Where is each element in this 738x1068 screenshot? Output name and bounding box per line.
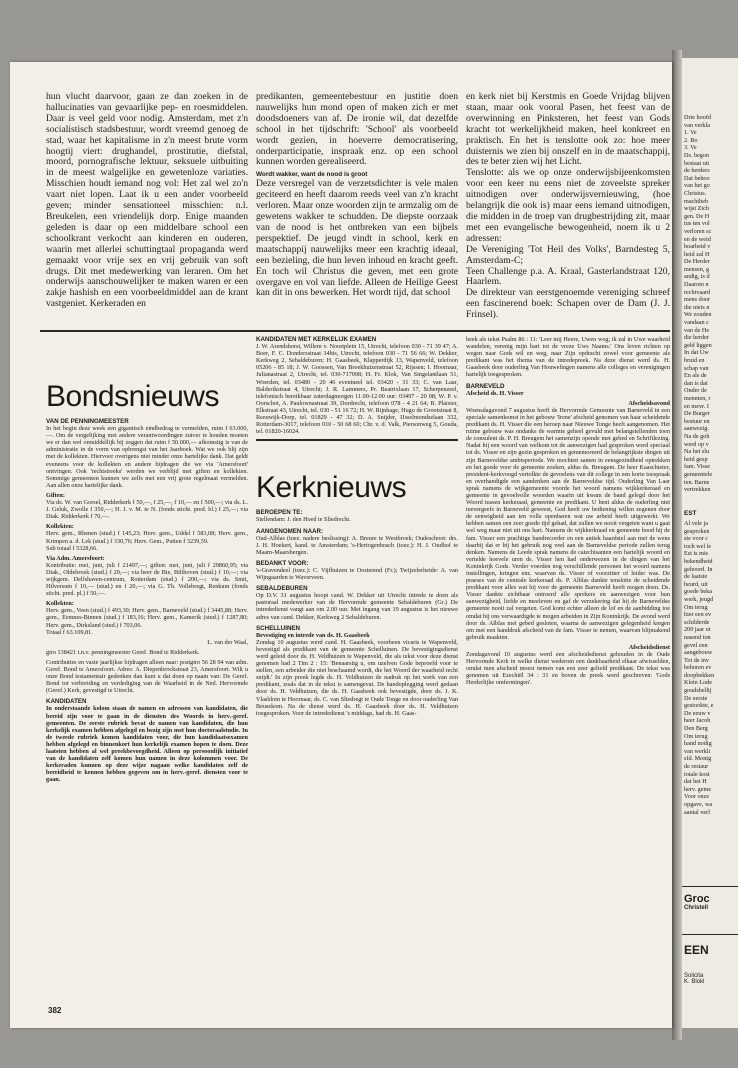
next-page-line: gemeentele [684, 470, 713, 478]
paragraph: 's-Gravendeel (toez.): C. Vijfhuizen te Oosterend (Fr.); Twijzelerheide: A. van Wijngaarden te Waverveen. [256, 566, 458, 582]
next-page-line: mennten, r [684, 394, 711, 402]
paragraph: Woensdagavond 7 augustus heeft de Hervormde Gemeente van Barneveld in een speciale samenkomst in het gebouw 'Irene' afscheid genomen van haar scheidende predikant ds. H. Visser die een beroep naar Nieuwe Tonge heeft aangenomen. Het ruime gebouw was ondanks de warmte geheel gevuld met belangstellenden toen de consulent ds. P. H. Breugem het samenzijn opende met gebed en Schriftlezing. Nadat hij een woord van welkom tot de aanwezigen had gesproken werd speciaal tot ds. Visser en zijn gezin gesproken en gememoreerd de belangrijkste dingen uit zijn Barneveldse ambtsperiode. We mochten samen in eensgezindheid optrekken en het goede voor de gemeente zoeken, aldus ds. Breugem. De heer Kaaschieter, president-kerkvoogd vertolkte de gevoelens van dit college in een korte toespraak en overhandigde een aandenken aan de Barneveldse tijd. Ouderling Van Laar sprak namens de wijkgemeente voorde het woord namens wijkkerkeraad en gemeente in gevoelvolle woorden waarin uit kwam de band gelegd door het Woord tussen kerkeraad, gemeente en predikant. U bent aldus de ouderling niet teevergeefs in Barneveld geweest, God heeft uw bediening willen zegenen door de eenwigheid aan ten volle openbaren wat uw arbeid heeft uitgewerkt. We hebben samen een zeer goede tijd gehad, dat zullen we nooit vergeten want u gaat wel weg maar niet uit ons hart. Namens de wijkkerkraad en gemeente bood hij de fam. Visser een prachtige bandrecorder en een antiek haardstel aan met de wens daarbij dat er bij het gebruik nog veel aan de Barneveldse periode zullen terug denken. Namens de Leede sprak namens de catechisanten een hartelijk woord en vertelde hoevele uren ds. Visser hen had onderwezen in de dingen van het Koninkrijk Gods. Verder voerden nog verschillende personen het woord namens instellingen, kringen enz. waarvan ds. Visser of voorzitter of leider was. De praeses van de centrale kerkeraad ds. P. Alblas dankte tenslotte de scheidende predikant voor alles wat hij voor de gemeente Barneveld heeft mogen doen. Ds. Visser dankte zichtbaar ontroerd alle sprekers en aanwezigen voor hun aanwezigheid, liefde en meeleven en gaf de verzekering dat hij de Barneveldse gemeente nooit zal vergeten. God komt echter alleen de lof en de aanbidding toe omdat hij ons verwaardigde te mogen arbeiden in Zijn Koninkrijk. De avond werd door ds. Alblas met gebed gesloten, waarna de aanwezigen gelegenheid kregen om met een handdruk afscheid van de fam. Visser te nemen, waarvan blijmakend gebruik maakten. [466, 406, 670, 641]
candidate-list: J. W. Arendshorst, Willem v. Noortplein 15, Utrecht, telefoon 030 - 71 39 47; A. Boer, F. C. Dondersstraat 34bis, Utrecht, telefoon 030 - 71 56 66; W. Dekker, Kerkweg 2, Sebaldeburen; H. Gaasbeek, Klapperdijk 13, Wapenveld, telefoon 05206 - 85 18; J. W. Goossen, Van Broekhuizenstraat 52, Rijssen; I. Hoornaar, Julianastraat 2, Utrecht, tel. 030-717098; H. Fr. Klok, Van Singelantlaan 51, Woerden, tel. 03480 - 20 46 eventueel tel. 03420 - 31 33; C. van Laar, Balderikstraat 4, Utrecht; J. R. Lammers, Pr. Beatrixlaan 17, Scherpenzeel, telefonisch bereikbaar zaterdagmorgen 11.00-12.00 uur: 03497 - 20 08; W. P. v. Oorschot, A. Paulownastraat 39, Dordrecht, telefoon 078 - 4 21 64; B. Plaisier, Elkstraat 43, Utrecht, tel. 030 - 51 16 72; H. W. Rijnhage, Hugo de Grootstraat 8, Reeuwijk-Dorp, tel. 01829 - 47 32; D. A. Snijder, IJsselmondselaan 332, Rotterdam-3017, telefoon 010 - 50 68 60; Chr. v. d. Valk, Piersonweg 5, Gouda, tel. 01820-16024. [256, 343, 458, 436]
next-page-line: sfd. Montg [684, 755, 712, 763]
subheading: Bevestiging en intrede van ds. H. Gaasbeek [256, 631, 370, 639]
next-page-line: herv. geme [684, 785, 712, 793]
next-page-strip [682, 58, 738, 1028]
next-page-line: gesproken [684, 527, 710, 535]
section-heading: BARNEVELD [466, 382, 505, 390]
next-page-line: gestookte, e [684, 702, 714, 710]
section-heading: VAN DE PENNINGMEESTER [46, 418, 129, 425]
next-page-line: 1. Ve [684, 129, 697, 137]
next-page-line: goudsbellij [684, 687, 712, 695]
advert-title: Groc [684, 893, 710, 905]
next-page-line: bestuur en [684, 417, 710, 425]
next-page-line: Christus. [684, 189, 707, 197]
subheading: Wordt wakker, want de nood is groot [256, 171, 368, 179]
next-page-line: wijst Zich [684, 205, 709, 213]
section-heading: BEDANKT VOOR: [256, 559, 309, 567]
advert-line: K. Blokl [684, 979, 705, 985]
top-column-3 [466, 92, 670, 324]
next-page-line: We zouden [684, 311, 712, 319]
next-page-line: heer Jacob [684, 717, 711, 725]
next-page-line: heid zal H [684, 250, 710, 258]
next-page-line: de laatste [684, 573, 708, 581]
section-heading: Kollekten: [46, 523, 74, 531]
next-page-line: Na het slu [684, 448, 710, 456]
bondsnieuws-title: Bondsnieuws [46, 380, 219, 413]
next-page-line: In dat Uw [684, 349, 709, 357]
section-heading: KANDIDATEN [46, 698, 87, 706]
section-heading: Giften: [46, 491, 65, 499]
next-page-line: van verkla [684, 121, 710, 129]
section-rule [256, 439, 458, 441]
next-page-line: aantal verl [684, 808, 710, 816]
section-rule [40, 330, 670, 332]
next-page-line: totale kost [684, 770, 710, 778]
top-column-2 [256, 92, 458, 324]
next-page-line: hier een ev [684, 611, 712, 619]
section-heading: KANDIDATEN MET KERKELIJK EXAMEN [256, 336, 377, 343]
next-page-line: schilderde [684, 618, 710, 626]
next-page-line: Den Berg [684, 725, 708, 733]
top-column-1 [46, 92, 248, 324]
next-page-line: De eeuw v [684, 709, 711, 717]
next-page-line: ste voor c [684, 535, 709, 543]
next-page-line: werd op v [684, 440, 709, 448]
next-page-line: van de He [684, 326, 710, 334]
next-page-line: die herder [684, 334, 709, 342]
paragraph: In het begin deze week een gigantisch eindbedrag te vermelden, ruim f 63.000,—. Om de vergelijking met andere verantwoordingen zuiver te houden moeten we er dan wel onmiddellijk bij zeggen dat ruim f 50.000,— afkomstig is van de administratie in de vorm van opbrengst van het Jaarboek. Wat we ook blij zijn met de kollekten. Hiervoor overigens niet minder onze hartelijke dank. Dat geldt eveneens voor de kollekten en andere bijdragen die we via 'Amersfoort' ontvingen. Ook 'rechtstreeks' werden we verblijd met giften en kollekten. Sommige gemeenten kunnen we zelfs met een vrij grote regelmaat vermelden. Aan allen onze hartelijke dank. [46, 425, 248, 489]
next-page-line: ten. Barne [684, 478, 710, 486]
divider [682, 886, 738, 887]
total: Totaal f 63.109,81. [46, 628, 93, 636]
next-page-line: geld liggen [684, 341, 712, 349]
next-page-line: en de weid [684, 235, 711, 243]
next-page-line: vandaan c [684, 319, 709, 327]
next-page-line: doopbekken [684, 671, 715, 679]
next-page-line: tus ten vol [684, 220, 710, 228]
next-page-line: Tot de inv [684, 656, 709, 664]
next-page-line: gen. De H [684, 212, 710, 220]
section-heading: SEBALDEBUREN [256, 585, 308, 593]
next-page-line: Om terug [684, 603, 708, 611]
next-page-line: nasend ton [684, 633, 711, 641]
paragraph: Herv. gem., Rhenen (stud.) f 145,23; Herv. gem., Uddel f 583,08; Herv. gem., Krimpen a. d. Lek (stud.) f 330,76; Herv. Gem., Putten f 3239,59. [46, 530, 248, 545]
right-column [466, 336, 670, 996]
next-page-line: Om terug [684, 732, 708, 740]
subtotal: Sub totaal f 5328,66. [46, 544, 98, 552]
paragraph: Stellendam: J. den Hoed te Sliedrecht. [256, 516, 351, 524]
subheading: Afscheidsavond [628, 399, 670, 407]
next-page-line: bestaat uit [684, 159, 710, 167]
section-heading: Via Adm. Amersfoort: [46, 554, 105, 562]
next-page-line: vertrekken [684, 486, 711, 494]
next-page-line: gehoord. In [684, 565, 713, 573]
next-page-line: de restaur [684, 763, 709, 770]
next-page-line: De Herder [684, 258, 710, 266]
next-page-line: Drie hoofd [684, 114, 711, 121]
page-number: 382 [48, 1006, 62, 1015]
article-text: en kerk niet bij Kerstmis en Goede Vrijdag blijven staan, maar ook vooral Pasen, het feest van de overwinning en Pinksteren, het feest van Gods kracht tot werkelijkheid maken, heel konkreet en praktisch. En het is tenslotte ook zo: hoe meer duisternis we zien bij onszelf en in de maatschappij, des te beter zien wij het Licht. [466, 92, 670, 168]
next-page-line: Est is mis [684, 550, 709, 558]
article-text: Tenslotte: als we op onze onderwijsbijeenkomsten voor een keer nu eens niet de zoveelste spreker uitnodigen over onderwijsvernieuwing, (hoe belangrijk die ook is) maar eens iemand uitnodigen, die midden in de troep van drugbestrijding zit, maar met een evangelische bewogenheid, noem ik u 2 adressen: [466, 167, 670, 244]
next-page-line: Onder de [684, 387, 707, 395]
next-page-line: Daarom n [684, 281, 709, 289]
next-page-line: heurd, uit [684, 580, 708, 588]
next-page-line: de herders [684, 167, 710, 175]
next-page-line: heid gesp [684, 455, 708, 463]
paragraph: Zondagavond 10 augustus werd een afscheidsdienst gehouden in de Oude Hervormde Kerk in welke dienst wederom een dankbaarheid elkaar afwisselden, omdat men afscheid moest nemen van een zeer geliefd predikant. De tekst was genomen uit Ezechiël 34 : 31 en boven de preek werd geschreven: 'Gods Herderlijke omfermingen'. [466, 651, 670, 687]
next-page-line: schap van [684, 364, 709, 372]
next-page-line: van het go [684, 182, 710, 190]
next-page-line: andig, is d [684, 273, 710, 281]
next-page-line: 3. Ve [684, 144, 697, 152]
kerknieuws-title: Kerknieuws [256, 471, 407, 505]
next-page-text [684, 520, 714, 816]
paragraph: beek als tekst Psalm 86 : 11: 'Leer mij Heere, Uwen weg; ik zal in Uwe waarheid wandelen, verenig mijn hart tot de vreze Uws Naams.' Ons leven richten op wegen naar Gods wil en weg, naar Zijn opdracht zowel voor gemeente als predikant was het thema van de intredepreek. Na deze dienst werd ds. H. Gaasbeek door ouderling Van Houwelingen namens alle colleges en verenigingen hartelijk toegesproken. [466, 336, 670, 379]
next-page-line: aanwezig. [684, 425, 709, 433]
paragraph: Herv. gem., Veen (stud.) f 493,30; Herv. gem., Barneveld (stud.) f 3445,88; Herv. gem., Eemnes-Binnen (stud.) f 183,16; Herv. gem., Kamerik (stud.) f 1287,80; Herv. gem., Dirksland (stud.) f 703,06. [46, 607, 248, 629]
next-page-line: rechtvaard [684, 288, 711, 296]
next-page-line: van werkli [684, 747, 711, 755]
next-page-line: goede beka [684, 588, 713, 596]
next-page-line: machtheb [684, 197, 709, 205]
next-page-line: hand nodig [684, 740, 712, 748]
bondsnieuws-column [46, 336, 248, 996]
section-heading: SCHELLUINEN [256, 624, 301, 632]
next-page-line: 2. Bo [684, 136, 698, 144]
article-text: De direkteur van eerstgenoemde vereniging schreef een fascinerend boek: Schapen over de Dam (J. J. Frinsel). [466, 287, 670, 321]
next-page-line: Dat behoo [684, 174, 710, 182]
advert-een: EEN [684, 943, 709, 957]
next-page-line: verloren sc [684, 227, 712, 235]
paragraph: Zondag 10 augustus werd cand. H. Gaasbeek, voorheen vicaris te Wapenveld, bevestigd als predikant van de gemeente Schelluinen. De bevestigingsdienst werd geleid door ds. H. Veldhuizen te Wapenveld, die als tekst voor deze dienst genomen had 2 Tim 2 : 15: 'Benaarstig u, om uzelven Gode beproefd voor te stellen, een arbeider die niet beschaamd wordt, die het Woord der waarheid recht snijdt.' In zijn preek legde ds. H. Veldhuizen de nadruk op het werk van een predikant, zoals dat in de tekst is samengevat. De handoplegging werd gedaan door ds. H. Veldhuizen, die ds. H. Gaasbeek ook bevestigde, door ds. J. K. Vlasblom te Hoornaar, ds. C. van Sliedregt te Oude Tonge en door ouderling Van Beusekom. Na de dienst werd ds. H. Gaasbeek door ds. H. Veldhuizen toegesproken. Voor de intrededienst 's middags, had ds. H. Gaas- [256, 638, 458, 717]
section-heading: BEROEPEN TE: [256, 509, 303, 517]
article-text: Deze versregel van de verzetsdichter is vele malen geciteerd en heeft daarom reeds veel van z'n kracht verloren. Maar onze woorden zijn te armzalig om de gewetens wakker te schudden. De diepste oorzaak van de nood is het ontbreken van een bijbels perspektief. De jeugd vindt in school, kerk en maatschappij nauwelijks meer een krachtig ideaal, een bezieling, die hun leven inhoud en kracht geeft. En toch wil Christus die geven, met een grote overgave en vol van liefde. Alleen de Heilige Geest kan dit in ons bewerken. Het wordt tijd, dat school [256, 178, 458, 299]
next-page-line: werk, jeugd [684, 595, 714, 603]
next-page-line: De eerste [684, 694, 708, 702]
next-page-line: hoarbeid v [684, 243, 711, 251]
magazine-page [10, 62, 672, 1028]
next-page-line: die niets n [684, 303, 710, 311]
advert-subtitle: Christell [684, 905, 709, 911]
next-page-line: Voor onze [684, 793, 710, 801]
next-page-line: Klein Lode [684, 679, 713, 687]
subheading: Afscheid ds. H. Visser [466, 389, 524, 397]
next-page-line: mens door [684, 296, 710, 304]
advert-grocery [684, 893, 710, 911]
next-page-line: en mevr. I [684, 402, 709, 410]
section-heading: Kollekten: [46, 600, 74, 608]
next-page-line: bekendheid [684, 557, 713, 565]
next-page-line: aangebouw [684, 649, 713, 657]
subheading: Afscheidsdienst [628, 643, 670, 651]
paragraph: Contributies en vaste jaarlijkse bijdragen alleen naar: postgiro 56 28 94 van adm. Geref. Bond te Amersfoort. Adres: A. Diepenbrockstraat 23, Amersfoort. Wilt u onze Bond testamentair gedenken dan kunt u dat doen op naam van: De Geref. Bond tot verbreiding en verdediging van de Waarheid in de Ned. Hervormde (Geref.) Kerk, gevestigd te Utrecht. [46, 658, 248, 695]
signature: L. van der Waal, [207, 638, 248, 646]
next-page-line: fam. Visse [684, 463, 710, 471]
paragraph: Kontributie: mei, juni, juli f 21497,—; giften: mei, juni, juli f 29860,95; via Diak., Oldebroek (stud.) f 20,—; via heer de Bie, Bilthoven (stud.) f 10,—; via wijkgem. Delfshaven-centrum, Rotterdam (stud.) f 200,—; via ds. Smit, Hilversum f 10,— (stud.) en f 20,—; via G. Th. Vollebregt, Renkum (fonds sticht. pred. pl.) f 50,—. [46, 561, 248, 598]
next-page-line: Al vele ja [684, 520, 709, 527]
address-2: Teen Challenge p.a. A. Kraal, Gasterlandstraat 120, Haarlem. [466, 265, 670, 288]
next-page-line: bruid en [684, 357, 705, 364]
binding-gutter [672, 50, 682, 1040]
next-page-line: mensen, g [684, 265, 710, 273]
next-page-line: gevel een [684, 641, 708, 649]
next-page-line: dan is dat [684, 379, 708, 387]
divider [682, 934, 738, 935]
next-page-line: toch wel le [684, 542, 712, 550]
next-page-line: dat het H [684, 778, 707, 786]
next-page-text [684, 114, 712, 494]
next-page-line: behoren ev [684, 664, 712, 672]
next-page-line: Ds. begon [684, 151, 710, 159]
paragraph: Via ds. W. van Gorsel, Ridderkerk f 50,—, f 25,—, f 10,— en f 500,—; via ds. L. J. Geluk, Zwolle f 350,—; H. J. v. M. te N. (fonds sticht. pred. bl.) f 25,—; via Diak. Ridderkerk f 70,—. [46, 499, 248, 521]
advert-solicitation [684, 973, 704, 985]
next-page-line: De Burger [684, 410, 710, 418]
section-heading: AANGENOMEN NAAR: [256, 527, 324, 535]
article-text: predikanten, gemeentebestuur en justitie doen nauwelijks hun mond open of maken zich er met doodsdoeners van af. De ironie wil, dat dezelfde school in het tijdschrift: 'School' als voorbeeld wordt gezien, in hoeverre democratisering, onderparticipatie, inspraak enz. op een school kunnen worden gerealiseerd. [256, 92, 458, 168]
paragraph: Op D.V. 31 augustus hoopt cand. W. Dekker uit Utrecht intrede te doen als pastoraal medewerker van de Hervormde gemeente Sebaldeburen (Gr.) De intrededienst vangt aan om 2.00 uur. Met ingang van 19 augustus is het nieuwe adres van cand. Dekker, Kerkweg 2 Sebaldeburen. [256, 592, 458, 621]
paragraph: Oud-Alblas (toez. nadere beslissing): A. Breure te Westbroek; Oudeschoot: drs. J. H. Hoekert, kand. te Amsterdam; 's-Hertogenbosch (toez.): H. J. Oudhof te Maarn-Maarsbergen. [256, 534, 458, 556]
middle-column [256, 336, 458, 996]
address-1: De Vereniging 'Tot Heil des Volks', Barndesteg 5, Amsterdam-C; [466, 243, 670, 266]
article-text: hun vlucht daarvoor, gaan ze dan zoeken in de hallucinaties van gevaarlijke pep- en roesmiddelen. Daar is veel geld voor nodig. Amsterdam, met z'n socialistisch stadsbestuur, wordt vreemd genoeg de stad, waar het kapitalisme in z'n meest brute vorm hoogtij viert: drughandel, prostitutie, diefstal, moord, pornografische lektuur, seksuele uitbuiting in de meest walgelijke en gewetenloze variaties. Misschien houdt iemand nog vol: Het zal wel zo'n vaart niet lopen. Laat ik u een ander voorbeeld geven; minder sensationeel misschien: n.l. Breukelen, een vriendelijk dorp. Enige maanden geleden is daar op een middelbare school een schoolkrant verkocht aan kinderen en ouderen, waarin met allerlei schuttingtaal propaganda werd gemaakt voor vrije sex en vrij gebruik van soft drugs. Dit met medewerking van leraren. Om het onderwijs aanschouwelijker te maken waren er een zakje hashish en een voorbeeldmiddel aan de krant vastgeniet. Kerkeraden en [46, 92, 248, 310]
next-page-line: En als de [684, 372, 707, 380]
next-page-line: 200 jaar ot [684, 626, 711, 634]
next-page-line: Na de goh [684, 432, 710, 440]
paragraph: In onderstaande kolom staan de namen en adressen van kandidaten, die bereid zijn voor te gaan in de diensten des Woords in herv.-geref. gemeenten. De eerste rubriek bevat de namen van kandidaten, die hun kerkelijk examen hebben afgelegd en bezig zijn met hun doctoraalstudie. In de tweede rubriek komen kandidaten voor, die hun kandidaatsexamen hebben afgelegd en binnenkort hun kerkelijk examen hopen te doen. Deze laatsten hebben al wel preekbevoegdheid. Alleen op persoonlijk initiatief van de kandidaten zelf komen hun namen in deze kolommen voor. De kerkeraden kunnen op deze wijze nagaan welke kandidaten zelf de bereidheid te kennen hebben gegeven om in herv.-geref. diensten voor te gaan. [46, 705, 248, 784]
next-page-line: opgave, wa [684, 800, 713, 808]
section-heading: EST [684, 510, 697, 517]
giro: giro 138421 t.n.v. penningmeester Geref. Bond te Ridderkerk. [46, 648, 200, 656]
advert-line: Solicita [684, 973, 704, 979]
